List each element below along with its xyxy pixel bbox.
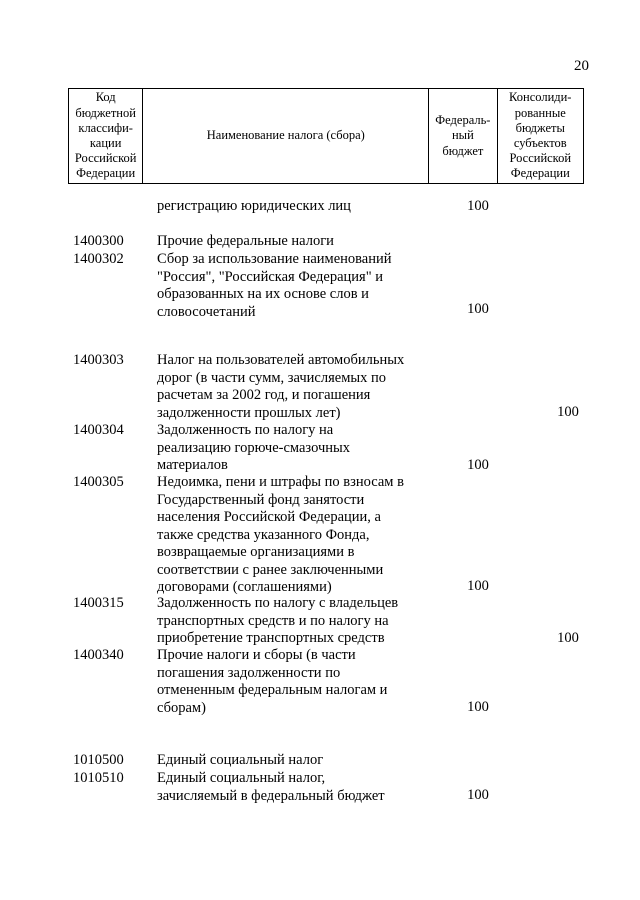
row-code: 1010500 bbox=[73, 752, 124, 768]
row-tax-name: Прочие федеральные налоги bbox=[157, 233, 334, 249]
row-code: 1010510 bbox=[73, 770, 124, 786]
row-tax-name: Прочие налоги и сборы (в части погашения задолженности по отмененным федеральным налогам и сборам) bbox=[157, 647, 388, 716]
header-consolidated-budgets: Консолиди- рованные бюджеты субъектов Российской Федерации bbox=[509, 90, 572, 181]
row-code: 1400304 bbox=[73, 422, 124, 438]
row-code: 1400302 bbox=[73, 251, 124, 267]
row-federal-share: 100 bbox=[467, 198, 489, 214]
row-tax-name: регистрацию юридических лиц bbox=[157, 198, 351, 214]
row-tax-name: Задолженность по налогу с владельцев транспортных средств и по налогу на приобретение транспортных средств bbox=[157, 595, 399, 646]
row-consolidated-share: 100 bbox=[557, 404, 579, 420]
header-code: Код бюджетной классифи- кации Российской Федерации bbox=[69, 89, 143, 183]
header-federal-budget: Федераль- ный бюджет bbox=[429, 89, 497, 183]
row-tax-name: Сбор за использование наименований "Россия", "Российская Федерация" и образованных на их основе слов и словосочетаний bbox=[157, 251, 392, 320]
page-number: 20 bbox=[574, 58, 589, 74]
row-code: 1400340 bbox=[73, 647, 124, 663]
row-federal-share: 100 bbox=[467, 301, 489, 317]
row-federal-share: 100 bbox=[467, 457, 489, 473]
row-consolidated-share: 100 bbox=[557, 630, 579, 646]
row-code: 1400305 bbox=[73, 474, 124, 490]
row-code: 1400303 bbox=[73, 352, 124, 368]
row-tax-name: Налог на пользователей автомобильных дорог (в части сумм, зачисляемых по расчетам за 2002 год, и погашения задолженности прошлых лет) bbox=[157, 352, 405, 421]
row-tax-name: Недоимка, пени и штрафы по взносам в Государственный фонд занятости населения Российской Федерации, а также средства указанного Фонда, возвращаемые организациями в соответствии с ранее заключенными договорами (соглашениями) bbox=[157, 474, 404, 595]
row-code: 1400300 bbox=[73, 233, 124, 249]
header-tax-name: Наименование налога (сбора) bbox=[143, 89, 429, 183]
row-tax-name: Задолженность по налогу на реализацию горюче-смазочных материалов bbox=[157, 422, 350, 473]
row-federal-share: 100 bbox=[467, 699, 489, 715]
row-tax-name: Единый социальный налог, зачисляемый в федеральный бюджет bbox=[157, 770, 385, 804]
row-code: 1400315 bbox=[73, 595, 124, 611]
row-federal-share: 100 bbox=[467, 787, 489, 803]
row-federal-share: 100 bbox=[467, 578, 489, 594]
row-tax-name: Единый социальный налог bbox=[157, 752, 324, 768]
